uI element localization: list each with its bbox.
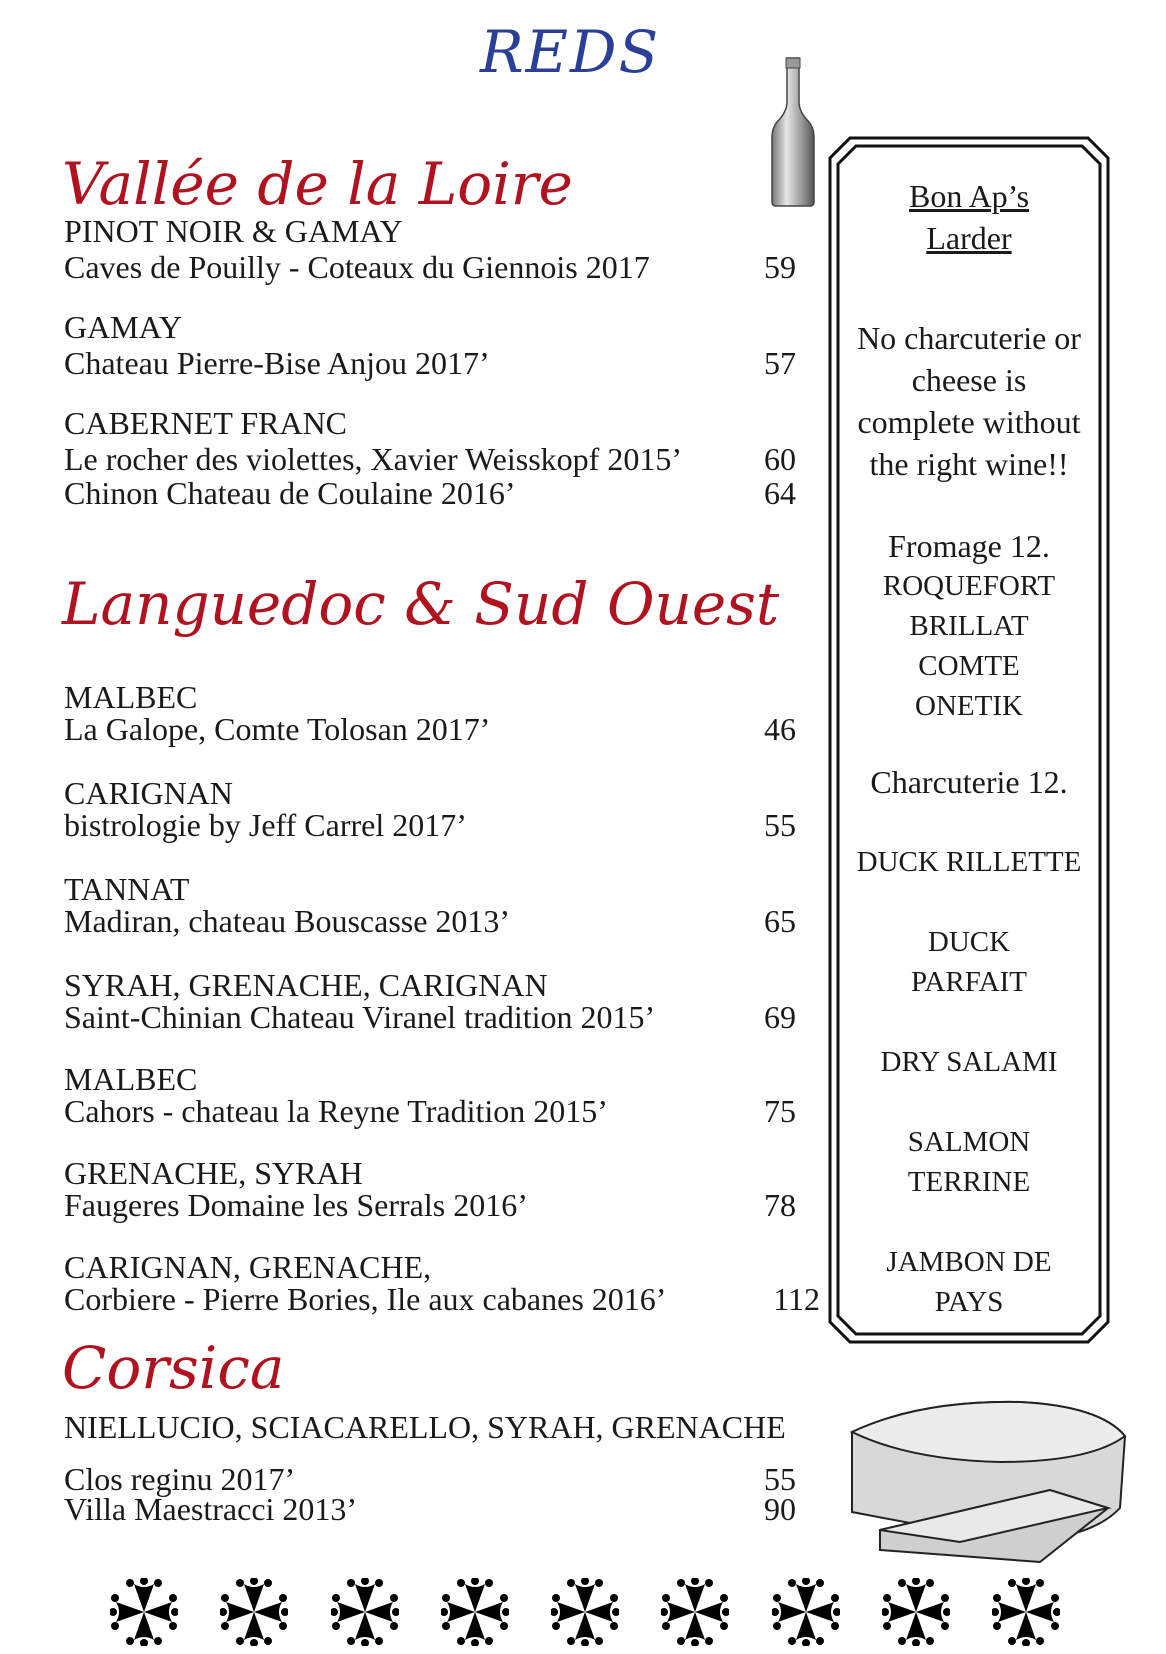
occitan-cross-icon (551, 1578, 619, 1646)
decorative-crosses (110, 1578, 1060, 1648)
wine-bottle-icon (768, 56, 818, 208)
grape-heading: SYRAH, GRENACHE, CARIGNAN (64, 967, 548, 1003)
occitan-cross-icon (882, 1578, 950, 1646)
larder-intro-line: complete without (857, 404, 1081, 440)
wine-price: 112 (773, 1281, 820, 1317)
wine-name: Cahors - chateau la Reyne Tradition 2015’ (64, 1093, 608, 1129)
wine-price: 65 (764, 903, 796, 939)
region-heading-languedoc: Languedoc & Sud Ouest (62, 570, 780, 638)
grape-heading: CABERNET FRANC (64, 405, 348, 441)
occitan-cross-icon (992, 1578, 1060, 1646)
occitan-cross-icon (110, 1578, 178, 1646)
wine-name: Le rocher des violettes, Xavier Weisskopf 2015’ (64, 441, 682, 477)
charcuterie-heading: Charcuterie 12. (870, 764, 1068, 800)
cheese-wheel-icon (840, 1380, 1140, 1570)
occitan-cross-icon (220, 1578, 288, 1646)
region-heading-loire: Vallée de la Loire (62, 150, 573, 218)
grape-heading: GAMAY (64, 309, 182, 345)
charcuterie-item: SALMON (907, 1126, 1031, 1158)
wine-price: 60 (764, 441, 796, 477)
occitan-cross-icon (661, 1578, 729, 1646)
grape-heading: CARIGNAN, GRENACHE, (64, 1249, 432, 1285)
wine-name: Caves de Pouilly - Coteaux du Giennois 2017 (64, 249, 650, 285)
grape-heading: PINOT NOIR & GAMAY (64, 213, 403, 249)
wine-price: 90 (764, 1491, 796, 1527)
page-title: REDS (480, 18, 661, 86)
wine-price: 75 (764, 1093, 796, 1129)
wine-name: Clos reginu 2017’ (64, 1461, 296, 1497)
grape-heading: GRENACHE, SYRAH (64, 1155, 363, 1191)
charcuterie-item: DUCK (927, 926, 1011, 958)
region-heading-corsica: Corsica (62, 1334, 285, 1402)
wine-name: Saint-Chinian Chateau Viranel tradition 2015’ (64, 999, 656, 1035)
larder-title: Bon Ap’s (908, 178, 1030, 214)
wine-price: 55 (764, 807, 796, 843)
larder-box (828, 136, 1110, 1344)
cheese-item: BRILLAT (909, 610, 1029, 642)
grape-heading: MALBEC (64, 679, 198, 715)
charcuterie-item: TERRINE (907, 1166, 1031, 1198)
wine-name: La Galope, Comte Tolosan 2017’ (64, 711, 491, 747)
grape-heading: NIELLUCIO, SCIACARELLO, SYRAH, GRENACHE (64, 1409, 786, 1445)
charcuterie-item: PARFAIT (910, 966, 1028, 998)
cheese-item: ROQUEFORT (882, 570, 1056, 602)
larder-intro-line: cheese is (911, 362, 1027, 398)
occitan-cross-icon (772, 1578, 840, 1646)
charcuterie-item: PAYS (934, 1286, 1004, 1318)
wine-price: 46 (764, 711, 796, 747)
charcuterie-item: DRY SALAMI (880, 1046, 1058, 1078)
charcuterie-item: JAMBON DE (886, 1246, 1052, 1278)
wine-price: 69 (764, 999, 796, 1035)
occitan-cross-icon (441, 1578, 509, 1646)
wine-name: Villa Maestracci 2013’ (64, 1491, 358, 1527)
cheese-item: COMTE (918, 650, 1020, 682)
occitan-cross-icon (331, 1578, 399, 1646)
wine-price: 64 (764, 475, 796, 511)
larder-intro-line: the right wine!! (869, 446, 1069, 482)
wine-name: Chinon Chateau de Coulaine 2016’ (64, 475, 516, 511)
grape-heading: CARIGNAN (64, 775, 233, 811)
charcuterie-item: DUCK RILLETTE (856, 846, 1082, 878)
larder-title: Larder (926, 220, 1012, 256)
larder-intro-line: No charcuterie or (857, 320, 1081, 356)
wine-name: Madiran, chateau Bouscasse 2013’ (64, 903, 511, 939)
cheese-item: ONETIK (915, 690, 1023, 722)
wine-name: Chateau Pierre-Bise Anjou 2017’ (64, 345, 490, 381)
fromage-heading: Fromage 12. (888, 528, 1050, 564)
grape-heading: TANNAT (64, 871, 190, 907)
wine-name: Faugeres Domaine les Serrals 2016’ (64, 1187, 528, 1223)
wine-price: 57 (764, 345, 796, 381)
wine-price: 78 (764, 1187, 796, 1223)
wine-name: bistrologie by Jeff Carrel 2017’ (64, 807, 467, 843)
wine-name: Corbiere - Pierre Bories, Ile aux cabanes 2016’ (64, 1281, 667, 1317)
wine-price: 55 (764, 1461, 796, 1497)
wine-price: 59 (764, 249, 796, 285)
grape-heading: MALBEC (64, 1061, 198, 1097)
